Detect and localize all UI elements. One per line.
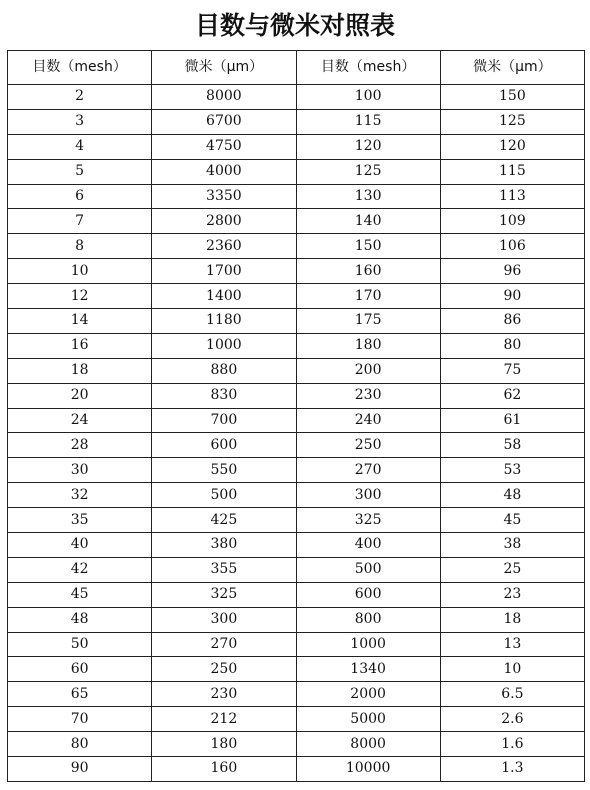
cell-micron-2: 86 [440, 309, 584, 334]
cell-mesh-1: 80 [8, 732, 152, 757]
cell-mesh-2: 1000 [296, 632, 440, 657]
cell-mesh-1: 12 [8, 284, 152, 309]
table-row [8, 508, 585, 533]
cell-micron-1: 270 [152, 632, 296, 657]
cell-micron-2: 13 [440, 632, 584, 657]
cell-micron-2: 61 [440, 408, 584, 433]
cell-mesh-2: 240 [296, 408, 440, 433]
cell-micron-1: 880 [152, 358, 296, 383]
cell-micron-2: 58 [440, 433, 584, 458]
cell-mesh-2: 8000 [296, 732, 440, 757]
cell-micron-1: 230 [152, 682, 296, 707]
table-row [8, 557, 585, 582]
cell-micron-2: 23 [440, 582, 584, 607]
cell-mesh-2: 400 [296, 533, 440, 558]
mesh-micron-table [7, 50, 585, 782]
table-row [8, 458, 585, 483]
cell-mesh-2: 250 [296, 433, 440, 458]
table-row [8, 134, 585, 159]
cell-mesh-1: 5 [8, 159, 152, 184]
table-row [8, 234, 585, 259]
cell-mesh-2: 170 [296, 284, 440, 309]
cell-micron-2: 120 [440, 134, 584, 159]
cell-mesh-2: 300 [296, 483, 440, 508]
cell-micron-2: 96 [440, 259, 584, 284]
header-row [8, 51, 585, 85]
cell-mesh-2: 175 [296, 309, 440, 334]
cell-micron-2: 109 [440, 209, 584, 234]
cell-mesh-1: 16 [8, 333, 152, 358]
cell-mesh-1: 4 [8, 134, 152, 159]
cell-micron-2: 38 [440, 533, 584, 558]
cell-micron-2: 75 [440, 358, 584, 383]
cell-mesh-2: 600 [296, 582, 440, 607]
cell-micron-1: 500 [152, 483, 296, 508]
table-row [8, 582, 585, 607]
page-title: 目数与微米对照表 [194, 11, 395, 40]
cell-mesh-2: 200 [296, 358, 440, 383]
cell-mesh-2: 5000 [296, 707, 440, 732]
table-row [8, 483, 585, 508]
table-row [8, 159, 585, 184]
cell-mesh-1: 45 [8, 582, 152, 607]
cell-micron-2: 2.6 [440, 707, 584, 732]
cell-mesh-2: 325 [296, 508, 440, 533]
header-micron-2: 微米（μm） [440, 51, 584, 85]
table-row [8, 284, 585, 309]
cell-mesh-1: 32 [8, 483, 152, 508]
table-row [8, 408, 585, 433]
cell-micron-1: 250 [152, 657, 296, 682]
cell-micron-1: 180 [152, 732, 296, 757]
table-row [8, 209, 585, 234]
cell-micron-1: 1180 [152, 309, 296, 334]
cell-micron-2: 62 [440, 383, 584, 408]
cell-micron-2: 113 [440, 184, 584, 209]
cell-mesh-2: 800 [296, 607, 440, 632]
table-row [8, 757, 585, 782]
table-row [8, 383, 585, 408]
cell-mesh-1: 14 [8, 309, 152, 334]
cell-micron-1: 550 [152, 458, 296, 483]
cell-micron-2: 6.5 [440, 682, 584, 707]
cell-mesh-1: 6 [8, 184, 152, 209]
cell-micron-1: 325 [152, 582, 296, 607]
table-row [8, 85, 585, 110]
cell-mesh-2: 130 [296, 184, 440, 209]
cell-micron-1: 830 [152, 383, 296, 408]
cell-micron-1: 425 [152, 508, 296, 533]
table-row [8, 433, 585, 458]
cell-micron-1: 700 [152, 408, 296, 433]
cell-micron-2: 90 [440, 284, 584, 309]
cell-micron-1: 212 [152, 707, 296, 732]
table-row [8, 184, 585, 209]
cell-mesh-1: 2 [8, 85, 152, 110]
cell-mesh-2: 140 [296, 209, 440, 234]
cell-micron-2: 53 [440, 458, 584, 483]
cell-mesh-1: 48 [8, 607, 152, 632]
cell-micron-1: 355 [152, 557, 296, 582]
cell-mesh-2: 115 [296, 109, 440, 134]
cell-mesh-1: 7 [8, 209, 152, 234]
table-row [8, 632, 585, 657]
cell-micron-1: 380 [152, 533, 296, 558]
cell-mesh-1: 8 [8, 234, 152, 259]
cell-mesh-2: 230 [296, 383, 440, 408]
table-row [8, 358, 585, 383]
cell-micron-2: 1.3 [440, 757, 584, 782]
cell-mesh-1: 60 [8, 657, 152, 682]
header-mesh-1: 目数（mesh） [8, 51, 152, 85]
table-row [8, 657, 585, 682]
cell-micron-1: 6700 [152, 109, 296, 134]
cell-micron-1: 3350 [152, 184, 296, 209]
cell-micron-1: 4000 [152, 159, 296, 184]
cell-mesh-2: 10000 [296, 757, 440, 782]
cell-mesh-2: 125 [296, 159, 440, 184]
cell-mesh-1: 10 [8, 259, 152, 284]
cell-mesh-2: 120 [296, 134, 440, 159]
cell-micron-2: 150 [440, 85, 584, 110]
cell-mesh-1: 90 [8, 757, 152, 782]
cell-mesh-2: 100 [296, 85, 440, 110]
cell-micron-2: 45 [440, 508, 584, 533]
cell-micron-1: 4750 [152, 134, 296, 159]
cell-micron-1: 300 [152, 607, 296, 632]
table-row [8, 259, 585, 284]
cell-mesh-1: 18 [8, 358, 152, 383]
table-row [8, 309, 585, 334]
cell-micron-2: 80 [440, 333, 584, 358]
cell-micron-2: 125 [440, 109, 584, 134]
cell-mesh-2: 160 [296, 259, 440, 284]
cell-micron-1: 1700 [152, 259, 296, 284]
cell-mesh-1: 42 [8, 557, 152, 582]
cell-mesh-1: 28 [8, 433, 152, 458]
header-mesh-2: 目数（mesh） [296, 51, 440, 85]
cell-mesh-1: 40 [8, 533, 152, 558]
cell-micron-1: 2800 [152, 209, 296, 234]
cell-micron-1: 160 [152, 757, 296, 782]
cell-mesh-1: 3 [8, 109, 152, 134]
cell-micron-2: 115 [440, 159, 584, 184]
cell-mesh-1: 70 [8, 707, 152, 732]
cell-mesh-1: 20 [8, 383, 152, 408]
table-row [8, 533, 585, 558]
header-micron-1: 微米（μm） [152, 51, 296, 85]
cell-micron-1: 600 [152, 433, 296, 458]
table-row [8, 333, 585, 358]
table-body [8, 85, 585, 782]
cell-mesh-2: 180 [296, 333, 440, 358]
cell-micron-2: 25 [440, 557, 584, 582]
cell-mesh-2: 270 [296, 458, 440, 483]
table-row [8, 707, 585, 732]
cell-mesh-1: 50 [8, 632, 152, 657]
cell-micron-1: 1400 [152, 284, 296, 309]
cell-micron-1: 1000 [152, 333, 296, 358]
cell-micron-2: 48 [440, 483, 584, 508]
cell-micron-1: 8000 [152, 85, 296, 110]
cell-mesh-2: 500 [296, 557, 440, 582]
table-row [8, 607, 585, 632]
table-row [8, 732, 585, 757]
table-row [8, 682, 585, 707]
cell-mesh-1: 65 [8, 682, 152, 707]
cell-micron-2: 18 [440, 607, 584, 632]
cell-micron-2: 1.6 [440, 732, 584, 757]
cell-micron-2: 106 [440, 234, 584, 259]
cell-micron-2: 10 [440, 657, 584, 682]
cell-mesh-2: 1340 [296, 657, 440, 682]
cell-mesh-1: 35 [8, 508, 152, 533]
cell-mesh-2: 2000 [296, 682, 440, 707]
table-row [8, 109, 585, 134]
cell-mesh-1: 30 [8, 458, 152, 483]
cell-micron-1: 2360 [152, 234, 296, 259]
cell-mesh-1: 24 [8, 408, 152, 433]
cell-mesh-2: 150 [296, 234, 440, 259]
